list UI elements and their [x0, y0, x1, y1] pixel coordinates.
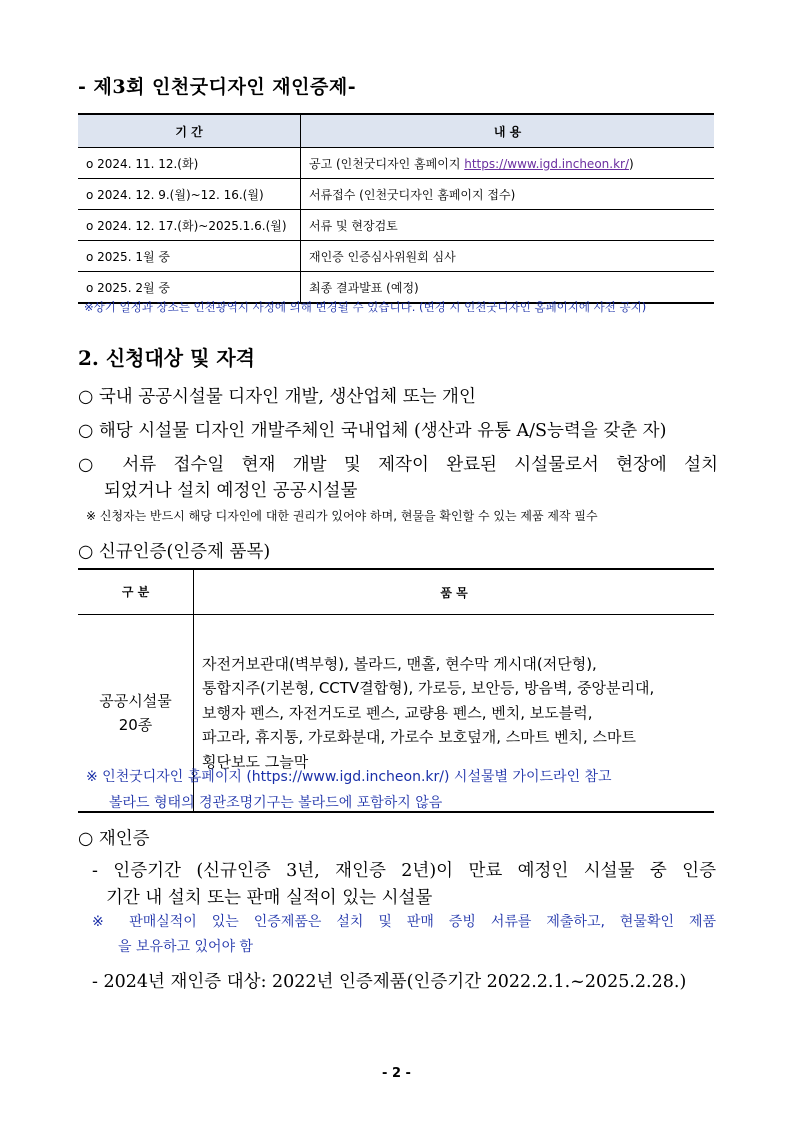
item-line: 파고라, 휴지통, 가로화분대, 가로수 보호덮개, 스마트 벤치, 스마트: [202, 728, 636, 747]
schedule-period: o 2024. 12. 17.(화)~2025.1.6.(월): [78, 210, 301, 241]
category-count: 20종: [118, 716, 153, 734]
schedule-content: 재인증 인증심사위원회 심사: [301, 241, 715, 272]
schedule-content: 서류접수 (인천굿디자인 홈페이지 접수): [301, 179, 715, 210]
column-header-category: 구 분: [78, 569, 194, 615]
bullet-item: ○ 해당 시설물 디자인 개발주체인 국내업체 (생산과 유통 A/S능력을 갖춘 자): [78, 421, 667, 441]
column-header-period: 기 간: [78, 114, 301, 148]
schedule-period: o 2024. 11. 12.(화): [78, 148, 301, 179]
schedule-content: 최종 결과발표 (예정): [301, 272, 715, 304]
items-note-continuation: 볼라드 형태의 경관조명기구는 볼라드에 포함하지 않음: [109, 795, 443, 811]
bullet-item: ○ 서류 접수일 현재 개발 및 제작이 완료된 시설물로서 현장에 설치: [78, 455, 718, 475]
table-row: [78, 241, 714, 272]
item-line: 통합지주(기본형, CCTV결합형), 가로등, 보안등, 방음벽, 중앙분리대,: [202, 679, 655, 698]
bullet-item-continuation: 되었거나 설치 예정인 공공시설물: [104, 481, 358, 501]
column-header-content: 내 용: [301, 114, 715, 148]
dash-item-continuation: 기간 내 설치 또는 판매 실적이 있는 시설물: [106, 888, 433, 908]
schedule-period: o 2025. 2월 중: [78, 272, 301, 304]
page-number: - 2 -: [382, 1066, 411, 1081]
schedule-note: ※상기 일정과 장소는 인천광역시 사정에 의해 변경될 수 있습니다. (변경 시 인천굿디자인 홈페이지에 사전 공지): [84, 300, 647, 314]
bullet-item: ○ 신규인증(인증제 품목): [78, 542, 271, 562]
table-row: [78, 179, 714, 210]
schedule-content-suffix: ): [629, 156, 634, 171]
table-row: [78, 148, 714, 179]
schedule-content-text: 공고 (인천굿디자인 홈페이지: [309, 156, 465, 171]
section-heading: 2. 신청대상 및 자격: [78, 346, 256, 370]
homepage-link[interactable]: https://www.igd.incheon.kr/: [464, 156, 629, 171]
table-header-row: [78, 114, 714, 148]
section-title: - 제3회 인천굿디자인 재인증제-: [78, 76, 357, 98]
schedule-period: o 2024. 12. 9.(월)~12. 16.(월): [78, 179, 301, 210]
bullet-item: ○ 국내 공공시설물 디자인 개발, 생산업체 또는 개인: [78, 387, 476, 407]
table-header-row: [78, 569, 714, 615]
recert-note: ※ 판매실적이 있는 인증제품은 설치 및 판매 증빙 서류를 제출하고, 현물확인 제품: [92, 914, 716, 930]
items-note: ※ 인천굿디자인 홈페이지 (https://www.igd.incheon.kr/) 시설물별 가이드라인 참고: [86, 769, 612, 785]
schedule-content: [301, 148, 715, 179]
eligibility-note: ※ 신청자는 반드시 해당 디자인에 대한 권리가 있어야 하며, 현물을 확인할 수 있는 제품 제작 필수: [86, 509, 598, 523]
table-row: [78, 210, 714, 241]
dash-item: - 인증기간 (신규인증 3년, 재인증 2년)이 만료 예정인 시설물 중 인증: [92, 861, 716, 881]
bullet-item: ○ 재인증: [78, 829, 150, 849]
category-label: 공공시설물: [99, 692, 172, 710]
schedule-content: 서류 및 현장검토: [301, 210, 715, 241]
dash-item: - 2024년 재인증 대상: 2022년 인증제품(인증기간 2022.2.1.~2025.2.28.): [92, 972, 687, 992]
column-header-items: 품 목: [194, 569, 715, 615]
item-line: 자전거보관대(벽부형), 볼라드, 맨홀, 현수막 게시대(저단형),: [202, 654, 597, 673]
schedule-table: [78, 113, 714, 304]
schedule-period: o 2025. 1월 중: [78, 241, 301, 272]
item-line: 횡단보도 그늘막: [202, 752, 309, 771]
item-line: 보행자 펜스, 자전거도로 펜스, 교량용 펜스, 벤치, 보도블럭,: [202, 703, 593, 722]
recert-note-continuation: 을 보유하고 있어야 함: [118, 939, 254, 955]
